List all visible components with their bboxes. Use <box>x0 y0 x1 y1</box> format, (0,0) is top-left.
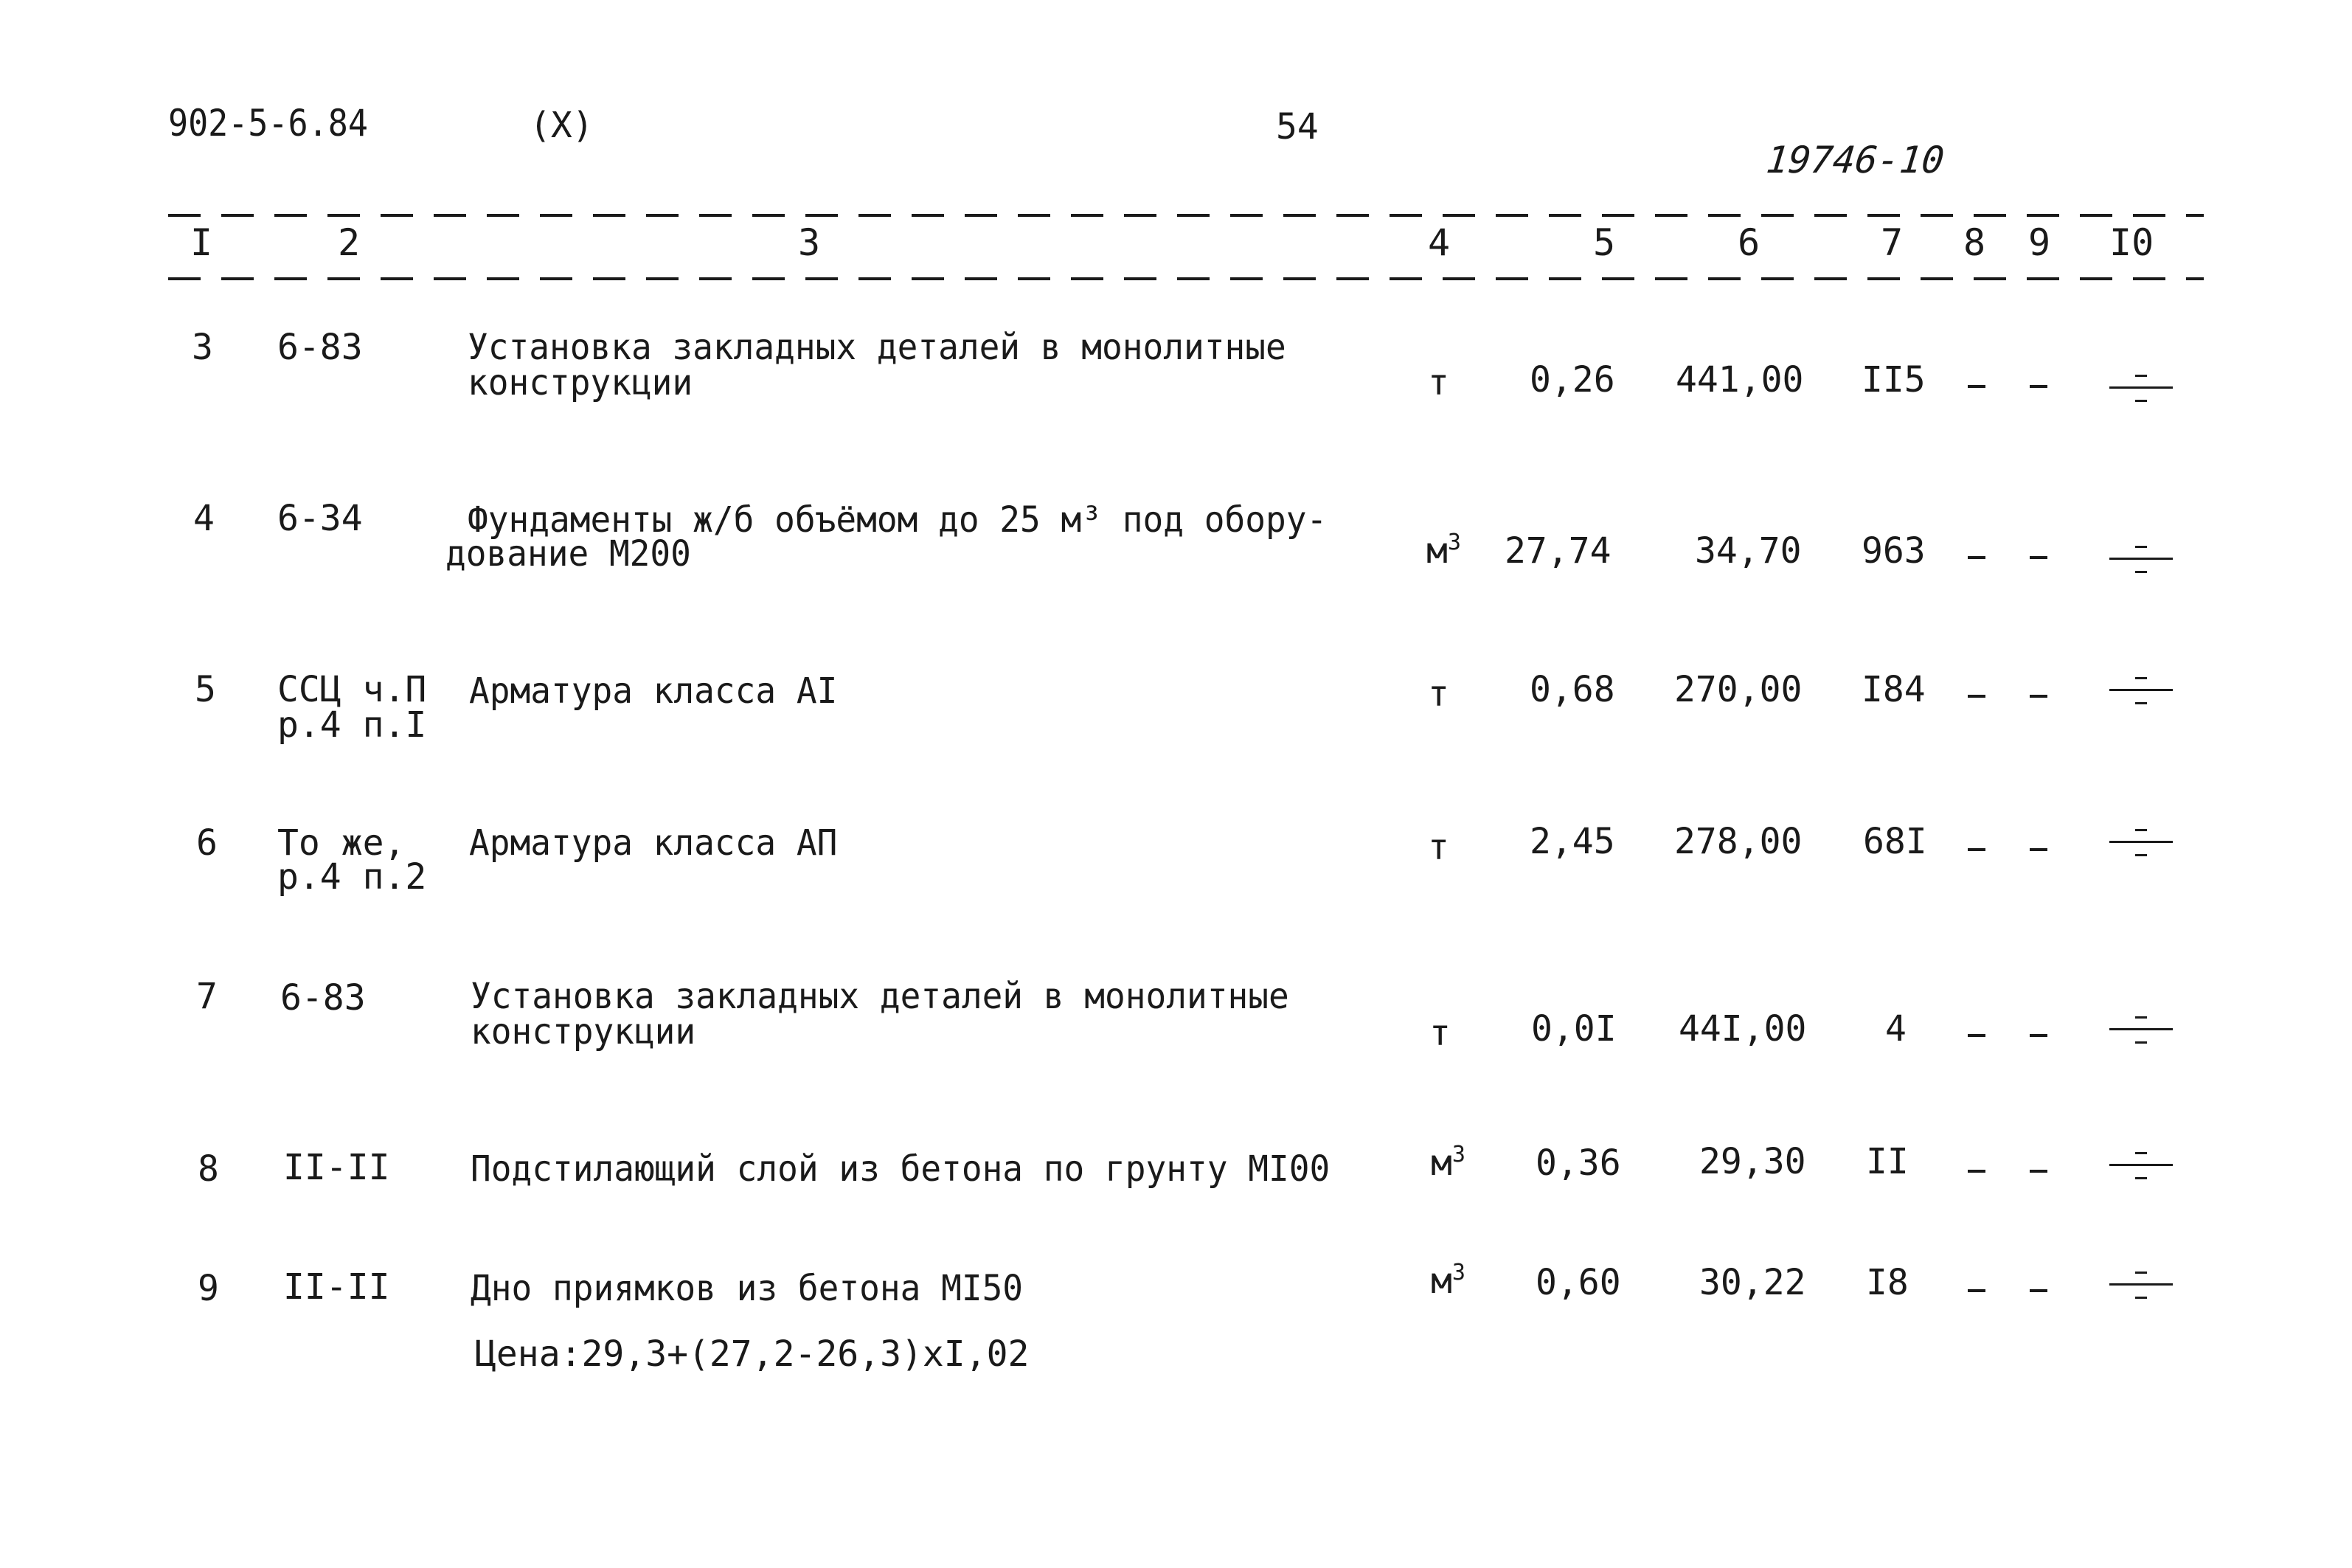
row-col9-dash <box>2030 695 2047 698</box>
row-total: I84 <box>1862 669 1926 710</box>
row-col9-dash <box>2030 1034 2047 1037</box>
row-reference: То же, <box>277 822 406 864</box>
row-col8-dash <box>1968 1170 1985 1173</box>
row-number: 5 <box>195 669 216 710</box>
division-sign-icon <box>2109 1148 2173 1184</box>
page-number: 54 <box>1276 106 1319 148</box>
row-unit: т <box>1428 827 1449 868</box>
row-unit-price: 29,30 <box>1699 1141 1806 1182</box>
row-col8-dash <box>1968 556 1985 559</box>
row-number: 3 <box>192 327 213 368</box>
row-col8-dash <box>1968 1289 1985 1292</box>
row-description-line: Установка закладных деталей в монолитные <box>471 976 1289 1017</box>
row-col8-dash <box>1968 1034 1985 1037</box>
division-sign-icon <box>2109 541 2173 578</box>
row-unit-price: 34,70 <box>1695 530 1802 572</box>
division-sign-icon <box>2109 370 2173 407</box>
row-unit: $м^3$ <box>1431 1142 1465 1184</box>
row-description-line: Арматура класса АI <box>469 670 838 712</box>
division-sign-icon <box>2109 673 2173 710</box>
row-col9-dash <box>2030 1289 2047 1292</box>
header-rule-bottom <box>168 277 2204 280</box>
handwritten-stamp: 19746-10 <box>1763 139 1946 181</box>
row-total: 68I <box>1863 821 1927 862</box>
row-total: 4 <box>1885 1008 1907 1050</box>
row-unit: т <box>1429 1013 1451 1054</box>
column-header-8: 8 <box>1963 221 1986 264</box>
row-description-line: Арматура класса АП <box>469 822 838 864</box>
row-col8-dash <box>1968 848 1985 851</box>
row-total: 963 <box>1862 530 1926 572</box>
column-header-5: 5 <box>1593 221 1616 264</box>
column-header-9: 9 <box>2028 221 2051 264</box>
division-sign-icon <box>2109 1267 2173 1304</box>
row-total: II <box>1866 1141 1909 1182</box>
division-sign-icon <box>2109 825 2173 861</box>
row-reference: 6-83 <box>280 977 366 1019</box>
column-header-7: 7 <box>1881 221 1904 264</box>
column-header-1: I <box>190 221 213 264</box>
row-description-line: Дно приямков из бетона МI50 <box>471 1268 1024 1309</box>
row-unit: $м^3$ <box>1431 1260 1465 1302</box>
row-number: 6 <box>196 822 218 864</box>
row-col9-dash <box>2030 1170 2047 1173</box>
row-col9-dash <box>2030 848 2047 851</box>
row-quantity: 0,36 <box>1536 1142 1621 1184</box>
column-header-4: 4 <box>1428 221 1451 264</box>
row-reference: ССЦ ч.П <box>277 669 427 710</box>
document-code: 902-5-6.84 <box>168 102 368 145</box>
row-col9-dash <box>2030 556 2047 559</box>
row-description-line: Подстилающий слой из бетона по грунту МI00 <box>471 1148 1331 1190</box>
row-reference: 6-34 <box>277 498 363 539</box>
row-quantity: 0,60 <box>1536 1262 1621 1303</box>
row-number: 4 <box>193 498 215 539</box>
price-calculation-note: Цена:29,3+(27,2-26,3)хI,02 <box>475 1333 1030 1375</box>
row-total: I8 <box>1866 1262 1909 1303</box>
row-unit: т <box>1428 362 1449 403</box>
row-quantity: 0,68 <box>1530 669 1615 710</box>
row-number: 9 <box>198 1268 219 1309</box>
row-unit-price: 270,00 <box>1674 669 1803 710</box>
row-unit-price: 44I,00 <box>1679 1008 1807 1050</box>
division-sign-icon <box>2109 1012 2173 1049</box>
row-total: II5 <box>1862 359 1926 400</box>
row-unit-price: 441,00 <box>1676 359 1804 400</box>
row-reference: II-II <box>283 1147 390 1188</box>
row-col8-dash <box>1968 385 1985 388</box>
row-quantity: 0,26 <box>1530 359 1615 400</box>
column-header-6: 6 <box>1738 221 1760 264</box>
row-description-line: конструкции <box>468 362 693 403</box>
row-reference: р.4 п.I <box>277 704 427 746</box>
row-col8-dash <box>1968 695 1985 698</box>
row-reference: р.4 п.2 <box>277 856 427 898</box>
row-description-line: Установка закладных деталей в монолитные <box>468 327 1286 368</box>
variant-label: (X) <box>530 105 594 146</box>
row-reference: 6-83 <box>277 327 363 368</box>
row-description-line: дование М200 <box>445 533 691 575</box>
row-unit: т <box>1428 673 1449 715</box>
row-col9-dash <box>2030 385 2047 388</box>
row-description-line: конструкции <box>471 1011 696 1052</box>
row-description-line: Фундаменты ж/б объёмом до 25 м³ под обору- <box>468 499 1328 541</box>
row-quantity: 2,45 <box>1530 821 1615 862</box>
row-unit-price: 30,22 <box>1699 1262 1806 1303</box>
row-unit: $м^3$ <box>1426 530 1461 572</box>
column-header-2: 2 <box>338 221 361 264</box>
row-reference: II-II <box>283 1266 390 1308</box>
row-quantity: 27,74 <box>1505 530 1612 572</box>
header-rule-top <box>168 214 2204 217</box>
column-header-10: I0 <box>2109 221 2154 264</box>
row-quantity: 0,0I <box>1531 1008 1617 1050</box>
row-unit-price: 278,00 <box>1674 821 1803 862</box>
row-number: 8 <box>198 1148 219 1190</box>
column-header-3: 3 <box>798 221 821 264</box>
row-number: 7 <box>196 976 218 1017</box>
